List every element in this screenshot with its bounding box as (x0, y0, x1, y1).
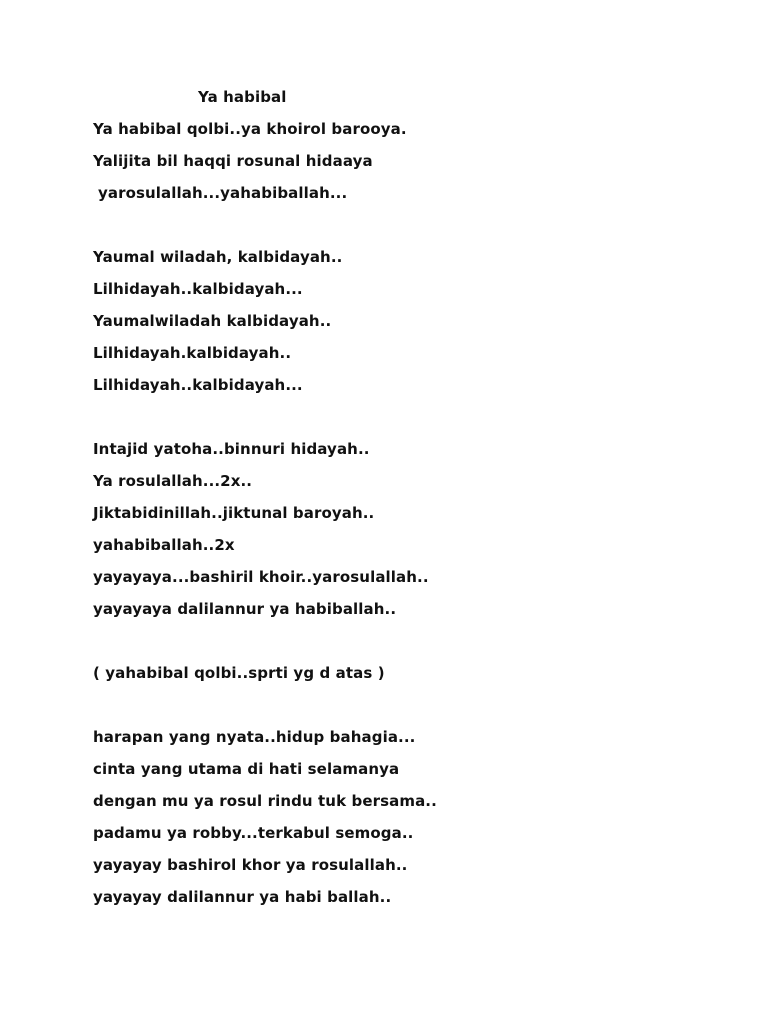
lyric-line: Lilhidayah.kalbidayah.. (93, 344, 292, 362)
lyric-line: Intajid yatoha..binnuri hidayah.. (93, 440, 370, 458)
lyric-line: Yalijita bil haqqi rosunal hidaaya (93, 152, 373, 170)
lyric-line: Yaumalwiladah kalbidayah.. (93, 312, 332, 330)
stanza-spacer (93, 629, 733, 661)
lyric-line: Lilhidayah..kalbidayah... (93, 280, 303, 298)
lyric-line: yayayaya...bashiril khoir..yarosulallah.. (93, 568, 429, 586)
lyric-line: Yaumal wiladah, kalbidayah.. (93, 248, 343, 266)
lyric-line: cinta yang utama di hati selamanya (93, 760, 400, 778)
lyric-line: Ya rosulallah...2x.. (93, 472, 253, 490)
stanza-3 (93, 437, 733, 629)
stanza-2 (93, 245, 733, 405)
lyric-line: yayayay dalilannur ya habi ballah.. (93, 888, 392, 906)
stanza-spacer (93, 405, 733, 437)
lyric-line: dengan mu ya rosul rindu tuk bersama.. (93, 792, 437, 810)
lyric-line: harapan yang nyata..hidup bahagia... (93, 728, 416, 746)
repeat-note: ( yahabibal qolbi..sprti yg d atas ) (93, 664, 385, 682)
stanza-4-note (93, 661, 733, 693)
lyric-line: yayayay bashirol khor ya rosulallah.. (93, 856, 408, 874)
stanza-1 (93, 117, 733, 213)
lyrics-document (93, 85, 733, 917)
lyric-line: Jiktabidinillah..jiktunal baroyah.. (93, 504, 375, 522)
lyric-line: padamu ya robby...terkabul semoga.. (93, 824, 414, 842)
stanza-spacer (93, 693, 733, 725)
lyric-line: yayayaya dalilannur ya habiballah.. (93, 600, 397, 618)
lyric-line: yahabiballah..2x (93, 536, 235, 554)
lyric-line: Ya habibal qolbi..ya khoirol barooya. (93, 120, 407, 138)
stanza-spacer (93, 213, 733, 245)
document-title: Ya habibal (198, 88, 287, 106)
lyric-line: yarosulallah...yahabiballah... (98, 184, 348, 202)
stanza-5 (93, 725, 733, 917)
lyric-line: Lilhidayah..kalbidayah... (93, 376, 303, 394)
